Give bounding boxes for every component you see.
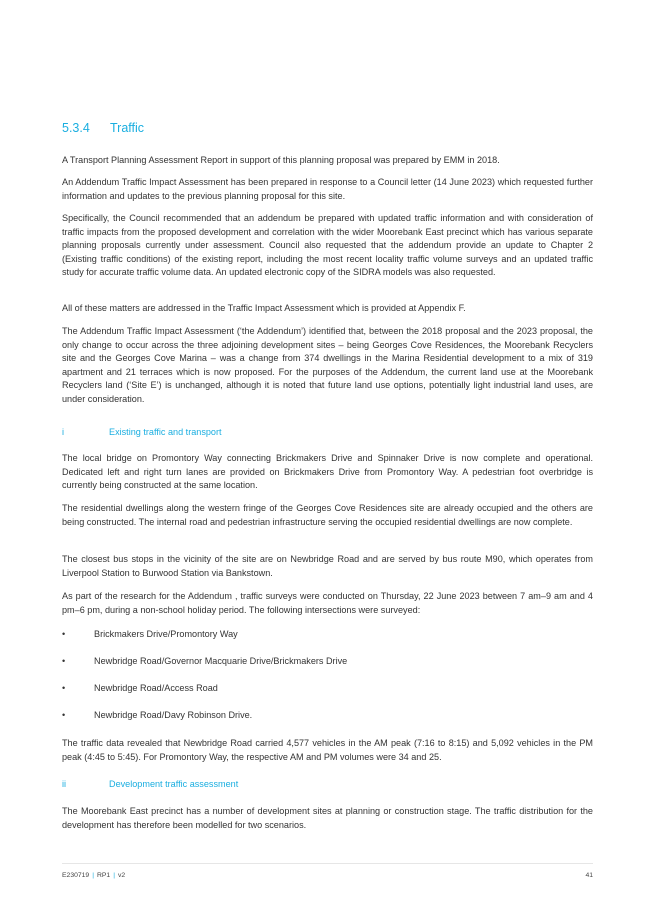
list-item-text: Newbridge Road/Governor Macquarie Drive/Brickmakers Drive — [94, 656, 348, 666]
footer-separator: | — [113, 872, 115, 879]
subsection-title: Development traffic assessment — [109, 779, 239, 789]
body-paragraph: The residential dwellings along the western fringe of the Georges Cove Residences site are already occupied and the others are being constructed. The internal road and pedestrian infrastructure serving the occupied residential dwellings are now complete. — [62, 503, 593, 527]
list-item — [62, 628, 593, 642]
intro-paragraph: All of these matters are addressed in the Traffic Impact Assessment which is provided at Appendix F. — [62, 303, 466, 313]
intro-paragraph: An Addendum Traffic Impact Assessment has been prepared in response to a Council letter (14 June 2023) which requested further information and updates to the previous planning proposal for this site. — [62, 177, 593, 201]
list-item-text: Newbridge Road/Davy Robinson Drive. — [94, 710, 253, 720]
subsection-heading-existing-traffic — [62, 426, 593, 440]
report-code: RP1 — [96, 872, 111, 879]
footer-reference — [62, 872, 125, 879]
doc-id: E230719 — [62, 872, 90, 879]
intro-paragraph: The Addendum Traffic Impact Assessment (‘the Addendum’) identified that, between the 2018 proposal and the 2023 proposal, the only change to occur across the three adjoining development sites – being Georges Cove Residences, the Moorebank Recyclers site and the Georges Cove Marina – was a change from 374 dwellings in the Marina Residential development to a mix of 319 apartment and 21 terraces which is now proposed. For the purposes of the Addendum, the current land use at the Moorebank Recyclers land (‘Site E’) is unchanged, although it is noted that future land use options, potentially light industrial land uses, are under consideration. — [62, 326, 593, 404]
list-item-text: Newbridge Road/Access Road — [94, 683, 218, 693]
footer-separator: | — [92, 872, 94, 879]
subsection-number: i — [62, 427, 65, 437]
section-title: Traffic — [110, 121, 145, 135]
intro-paragraph: Specifically, the Council recommended that an addendum be prepared with updated traffic information and with consideration of traffic impacts from the proposed development and correlation with the wider Moorebank East precinct which has various separate planning proposals currently under assessment. Council also requested that the addendum provide an update to Chapter 2 (Existing traffic conditions) of the existing report, including the most recent locality traffic volume surveys and an updated traffic study for accurate traffic volume data. An updated electronic copy of the SIDRA models was also requested. — [62, 213, 593, 278]
body-paragraph: The traffic data revealed that Newbridge Road carried 4,577 vehicles in the AM peak (7:16 to 8:15) and 5,092 vehicles in the PM peak (4:45 to 5:45). For Promontory Way, the respective AM and PM volumes were 34 and 25. — [62, 738, 593, 762]
page-number: 41 — [585, 872, 593, 879]
list-item-text: Brickmakers Drive/Promontory Way — [94, 629, 238, 639]
subsection-title: Existing traffic and transport — [109, 427, 222, 437]
intro-paragraph: A Transport Planning Assessment Report in support of this planning proposal was prepared by EMM in 2018. — [62, 155, 500, 165]
list-item — [62, 682, 593, 696]
page-footer — [62, 863, 593, 879]
body-paragraph: The Moorebank East precinct has a number of development sites at planning or construction stage. The traffic distribution for the development has therefore been modelled for two scenarios. — [62, 806, 593, 830]
body-paragraph: The local bridge on Promontory Way connecting Brickmakers Drive and Spinnaker Drive is now complete and operational. Dedicated left and right turn lanes are provided on Brickmakers Drive from Promontory Way. A pedestrian foot overbridge is currently being constructed at the same location. — [62, 453, 593, 491]
section-number: 5.3.4 — [62, 121, 90, 135]
version: v2 — [117, 872, 126, 879]
subsection-number: ii — [62, 779, 67, 789]
list-item — [62, 655, 593, 669]
section-heading — [62, 121, 144, 135]
subsection-heading-development-traffic — [62, 778, 593, 792]
body-paragraph: The closest bus stops in the vicinity of the site are on Newbridge Road and are served by bus route M90, which operates from Liverpool Station to Burwood Station via Bankstown. — [62, 554, 593, 578]
bullet-marker: • — [62, 656, 66, 666]
list-item — [62, 709, 593, 723]
bullet-marker: • — [62, 629, 66, 639]
body-paragraph: As part of the research for the Addendum , traffic surveys were conducted on Thursday, 22 June 2023 between 7 am–9 am and 4 pm–6 pm, during a non-school holiday period. The following intersections were surveyed: — [62, 591, 593, 615]
bullet-marker: • — [62, 683, 66, 693]
bullet-marker: • — [62, 710, 66, 720]
